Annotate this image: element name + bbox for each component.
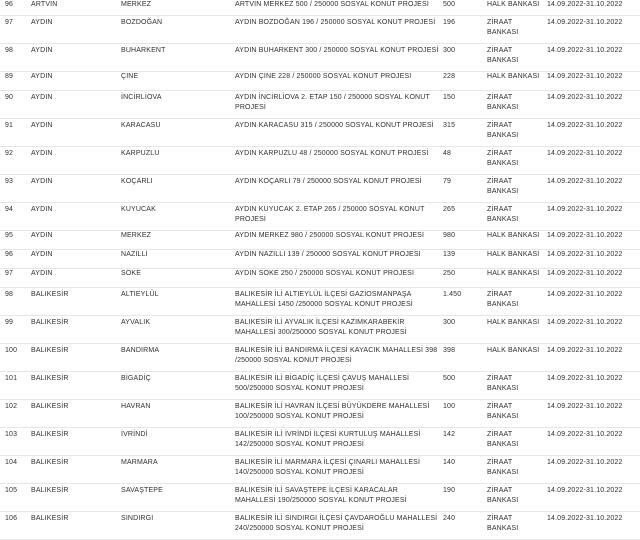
project-name-cell: AYDIN NAZİLLİ 139 / 250000 SOSYAL KONUT PROJESİ bbox=[233, 250, 441, 269]
table-row bbox=[0, 119, 640, 147]
bank-cell: HALK BANKASI bbox=[485, 72, 545, 91]
unit-count-cell: 190 bbox=[441, 484, 485, 512]
project-name-cell: AYDIN İNCİRLİOVA 2. ETAP 150 / 250000 SOSYAL KONUT PROJESİ bbox=[233, 91, 441, 119]
project-name-cell: AYDIN MERKEZ 980 / 250000 SOSYAL KONUT PROJESİ bbox=[233, 231, 441, 250]
bank-cell: ZİRAAT BANKASI bbox=[485, 119, 545, 147]
province-cell: AYDIN bbox=[29, 147, 119, 175]
row-number: 103 bbox=[0, 428, 29, 456]
province-cell: AYDIN bbox=[29, 72, 119, 91]
date-range-cell: 14.09.2022-31.10.2022 bbox=[545, 288, 640, 316]
row-number: 102 bbox=[0, 400, 29, 428]
district-cell: KOÇARLI bbox=[119, 175, 233, 203]
table-row bbox=[0, 456, 640, 484]
row-number: 97 bbox=[0, 16, 29, 44]
table-row bbox=[0, 175, 640, 203]
table-row bbox=[0, 400, 640, 428]
date-range-cell: 14.09.2022-31.10.2022 bbox=[545, 428, 640, 456]
row-number: 91 bbox=[0, 119, 29, 147]
table-row bbox=[0, 316, 640, 344]
unit-count-cell: 79 bbox=[441, 175, 485, 203]
bank-cell: ZİRAAT BANKASI bbox=[485, 175, 545, 203]
project-name-cell: BALIKESİR İLİ ALTIEYLÜL İLÇESİ GAZİOSMANPAŞA MAHALLESİ 1450 /250000 SOSYAL KONUT PROJESİ bbox=[233, 288, 441, 316]
table-row bbox=[0, 344, 640, 372]
table-row bbox=[0, 91, 640, 119]
table-row bbox=[0, 512, 640, 540]
project-name-cell: AYDIN SÖKE 250 / 250000 SOSYAL KONUT PROJESİ bbox=[233, 269, 441, 288]
unit-count-cell: 300 bbox=[441, 44, 485, 72]
row-number: 105 bbox=[0, 484, 29, 512]
table-row bbox=[0, 203, 640, 231]
bank-cell: ZİRAAT BANKASI bbox=[485, 512, 545, 540]
district-cell: SÖKE bbox=[119, 269, 233, 288]
date-range-cell: 14.09.2022-31.10.2022 bbox=[545, 72, 640, 91]
bank-cell: ZİRAAT BANKASI bbox=[485, 372, 545, 400]
date-range-cell: 14.09.2022-31.10.2022 bbox=[545, 0, 640, 16]
district-cell: SINDIRGI bbox=[119, 512, 233, 540]
unit-count-cell: 100 bbox=[441, 400, 485, 428]
date-range-cell: 14.09.2022-31.10.2022 bbox=[545, 175, 640, 203]
unit-count-cell: 500 bbox=[441, 0, 485, 16]
project-name-cell: BALIKESİR İLİ BANDIRMA İLÇESİ KAYACIK MAHALLESİ 398 /250000 SOSYAL KONUT PROJESİ bbox=[233, 344, 441, 372]
province-cell: AYDIN bbox=[29, 44, 119, 72]
bank-cell: ZİRAAT BANKASI bbox=[485, 456, 545, 484]
district-cell: KARACASU bbox=[119, 119, 233, 147]
date-range-cell: 14.09.2022-31.10.2022 bbox=[545, 344, 640, 372]
bank-cell: HALK BANKASI bbox=[485, 231, 545, 250]
table-row bbox=[0, 72, 640, 91]
unit-count-cell: 398 bbox=[441, 344, 485, 372]
district-cell: BUHARKENT bbox=[119, 44, 233, 72]
unit-count-cell: 315 bbox=[441, 119, 485, 147]
date-range-cell: 14.09.2022-31.10.2022 bbox=[545, 400, 640, 428]
bank-cell: ZİRAAT BANKASI bbox=[485, 203, 545, 231]
project-name-cell: BALIKESİR İLİ İVRİNDİ İLÇESİ KURTULUŞ MAHALLESİ 142/250000 SOSYAL KONUT PROJESİ bbox=[233, 428, 441, 456]
row-number: 106 bbox=[0, 512, 29, 540]
district-cell: AYVALIK bbox=[119, 316, 233, 344]
province-cell: AYDIN bbox=[29, 250, 119, 269]
bank-cell: ZİRAAT BANKASI bbox=[485, 484, 545, 512]
unit-count-cell: 300 bbox=[441, 316, 485, 344]
unit-count-cell: 265 bbox=[441, 203, 485, 231]
date-range-cell: 14.09.2022-31.10.2022 bbox=[545, 16, 640, 44]
project-name-cell: AYDIN KARPUZLU 48 / 250000 SOSYAL KONUT PROJESİ bbox=[233, 147, 441, 175]
district-cell: BİGADİÇ bbox=[119, 372, 233, 400]
project-name-cell: AYDIN KUYUCAK 2. ETAP 265 / 250000 SOSYAL KONUT PROJESİ bbox=[233, 203, 441, 231]
province-cell: AYDIN bbox=[29, 119, 119, 147]
project-name-cell: AYDIN BOZDOĞAN 196 / 250000 SOSYAL KONUT PROJESİ bbox=[233, 16, 441, 44]
bank-cell: ZİRAAT BANKASI bbox=[485, 16, 545, 44]
unit-count-cell: 140 bbox=[441, 456, 485, 484]
table-row bbox=[0, 269, 640, 288]
province-cell: BALIKESİR bbox=[29, 456, 119, 484]
province-cell: AYDIN bbox=[29, 231, 119, 250]
table-row bbox=[0, 44, 640, 72]
row-number: 100 bbox=[0, 344, 29, 372]
bank-cell: ZİRAAT BANKASI bbox=[485, 288, 545, 316]
table-row bbox=[0, 147, 640, 175]
unit-count-cell: 980 bbox=[441, 231, 485, 250]
district-cell: HAVRAN bbox=[119, 400, 233, 428]
row-number: 92 bbox=[0, 147, 29, 175]
date-range-cell: 14.09.2022-31.10.2022 bbox=[545, 456, 640, 484]
district-cell: MERKEZ bbox=[119, 0, 233, 16]
project-name-cell: BALIKESİR İLİ HAVRAN İLÇESİ BÜYÜKDERE MAHALLESİ 100/250000 SOSYAL KONUT PROJESİ bbox=[233, 400, 441, 428]
row-number: 101 bbox=[0, 372, 29, 400]
unit-count-cell: 500 bbox=[441, 372, 485, 400]
district-cell: BOZDOĞAN bbox=[119, 16, 233, 44]
row-number: 98 bbox=[0, 44, 29, 72]
date-range-cell: 14.09.2022-31.10.2022 bbox=[545, 231, 640, 250]
bank-cell: ZİRAAT BANKASI bbox=[485, 428, 545, 456]
bank-cell: ZİRAAT BANKASI bbox=[485, 400, 545, 428]
district-cell: BANDIRMA bbox=[119, 344, 233, 372]
row-number: 96 bbox=[0, 250, 29, 269]
district-cell: ALTIEYLÜL bbox=[119, 288, 233, 316]
province-cell: BALIKESİR bbox=[29, 428, 119, 456]
project-name-cell: AYDIN ÇİNE 228 / 250000 SOSYAL KONUT PROJESİ bbox=[233, 72, 441, 91]
date-range-cell: 14.09.2022-31.10.2022 bbox=[545, 316, 640, 344]
unit-count-cell: 250 bbox=[441, 269, 485, 288]
unit-count-cell: 196 bbox=[441, 16, 485, 44]
row-number: 97 bbox=[0, 269, 29, 288]
province-cell: AYDIN bbox=[29, 16, 119, 44]
province-cell: BALIKESİR bbox=[29, 484, 119, 512]
unit-count-cell: 1.450 bbox=[441, 288, 485, 316]
province-cell: AYDIN bbox=[29, 269, 119, 288]
date-range-cell: 14.09.2022-31.10.2022 bbox=[545, 250, 640, 269]
date-range-cell: 14.09.2022-31.10.2022 bbox=[545, 372, 640, 400]
district-cell: SAVAŞTEPE bbox=[119, 484, 233, 512]
bank-cell: HALK BANKASI bbox=[485, 269, 545, 288]
province-cell: ARTVİN bbox=[29, 0, 119, 16]
row-number: 89 bbox=[0, 72, 29, 91]
unit-count-cell: 142 bbox=[441, 428, 485, 456]
province-cell: BALIKESİR bbox=[29, 372, 119, 400]
project-name-cell: BALIKESİR İLİ BİGADİÇ İLÇESİ ÇAVUŞ MAHALLESİ 500/250000 SOSYAL KONUT PROJESİ bbox=[233, 372, 441, 400]
province-cell: AYDIN bbox=[29, 91, 119, 119]
date-range-cell: 14.09.2022-31.10.2022 bbox=[545, 269, 640, 288]
project-name-cell: ARTVİN MERKEZ 500 / 250000 SOSYAL KONUT PROJESİ bbox=[233, 0, 441, 16]
unit-count-cell: 228 bbox=[441, 72, 485, 91]
unit-count-cell: 139 bbox=[441, 250, 485, 269]
province-cell: BALIKESİR bbox=[29, 288, 119, 316]
row-number: 104 bbox=[0, 456, 29, 484]
date-range-cell: 14.09.2022-31.10.2022 bbox=[545, 44, 640, 72]
unit-count-cell: 48 bbox=[441, 147, 485, 175]
district-cell: MERKEZ bbox=[119, 231, 233, 250]
province-cell: AYDIN bbox=[29, 175, 119, 203]
row-number: 90 bbox=[0, 91, 29, 119]
district-cell: ÇİNE bbox=[119, 72, 233, 91]
unit-count-cell: 150 bbox=[441, 91, 485, 119]
table-row bbox=[0, 484, 640, 512]
bank-cell: ZİRAAT BANKASI bbox=[485, 91, 545, 119]
bank-cell: HALK BANKASI bbox=[485, 250, 545, 269]
date-range-cell: 14.09.2022-31.10.2022 bbox=[545, 512, 640, 540]
table-row bbox=[0, 428, 640, 456]
unit-count-cell: 240 bbox=[441, 512, 485, 540]
project-name-cell: AYDIN BUHARKENT 300 / 250000 SOSYAL KONUT PROJESİ bbox=[233, 44, 441, 72]
district-cell: İVRİNDİ bbox=[119, 428, 233, 456]
table-row bbox=[0, 16, 640, 44]
project-name-cell: AYDIN KARACASU 315 / 250000 SOSYAL KONUT PROJESİ bbox=[233, 119, 441, 147]
row-number: 96 bbox=[0, 0, 29, 16]
project-name-cell: BALIKESİR İLİ SAVAŞTEPE İLÇESİ KARACALAR MAHALLESİ 190/250000 SOSYAL KONUT PROJESİ bbox=[233, 484, 441, 512]
row-number: 99 bbox=[0, 316, 29, 344]
bank-cell: ZİRAAT BANKASI bbox=[485, 147, 545, 175]
province-cell: BALIKESİR bbox=[29, 400, 119, 428]
table-row bbox=[0, 372, 640, 400]
project-name-cell: BALIKESİR İLİ AYVALIK İLÇESİ KAZIMKARABEKİR MAHALLESİ 300/250000 SOSYAL KONUT PROJESİ bbox=[233, 316, 441, 344]
province-cell: BALIKESİR bbox=[29, 316, 119, 344]
district-cell: MARMARA bbox=[119, 456, 233, 484]
province-cell: BALIKESİR bbox=[29, 512, 119, 540]
project-name-cell: BALIKESİR İLİ MARMARA İLÇESİ ÇINARLI MAHALLESİ 140/250000 SOSYAL KONUT PROJESİ bbox=[233, 456, 441, 484]
district-cell: KUYUCAK bbox=[119, 203, 233, 231]
province-cell: AYDIN bbox=[29, 203, 119, 231]
date-range-cell: 14.09.2022-31.10.2022 bbox=[545, 147, 640, 175]
date-range-cell: 14.09.2022-31.10.2022 bbox=[545, 484, 640, 512]
row-number: 93 bbox=[0, 175, 29, 203]
date-range-cell: 14.09.2022-31.10.2022 bbox=[545, 119, 640, 147]
district-cell: KARPUZLU bbox=[119, 147, 233, 175]
row-number: 95 bbox=[0, 231, 29, 250]
table-row bbox=[0, 0, 640, 16]
project-name-cell: BALIKESİR İLİ SINDIRGI İLÇESİ ÇAVDAROĞLU MAHALLESİ 240/250000 SOSYAL KONUT PROJESİ bbox=[233, 512, 441, 540]
bank-cell: ZİRAAT BANKASI bbox=[485, 44, 545, 72]
table-row bbox=[0, 288, 640, 316]
bank-cell: HALK BANKASI bbox=[485, 316, 545, 344]
project-name-cell: AYDIN KOÇARLI 79 / 250000 SOSYAL KONUT PROJESİ bbox=[233, 175, 441, 203]
date-range-cell: 14.09.2022-31.10.2022 bbox=[545, 203, 640, 231]
district-cell: İNCİRLİOVA bbox=[119, 91, 233, 119]
province-cell: BALIKESİR bbox=[29, 344, 119, 372]
table-row bbox=[0, 250, 640, 269]
row-number: 98 bbox=[0, 288, 29, 316]
row-number: 94 bbox=[0, 203, 29, 231]
date-range-cell: 14.09.2022-31.10.2022 bbox=[545, 91, 640, 119]
bank-cell: HALK BANKASI bbox=[485, 344, 545, 372]
district-cell: NAZİLLİ bbox=[119, 250, 233, 269]
bank-cell: HALK BANKASI bbox=[485, 0, 545, 16]
table-row bbox=[0, 231, 640, 250]
